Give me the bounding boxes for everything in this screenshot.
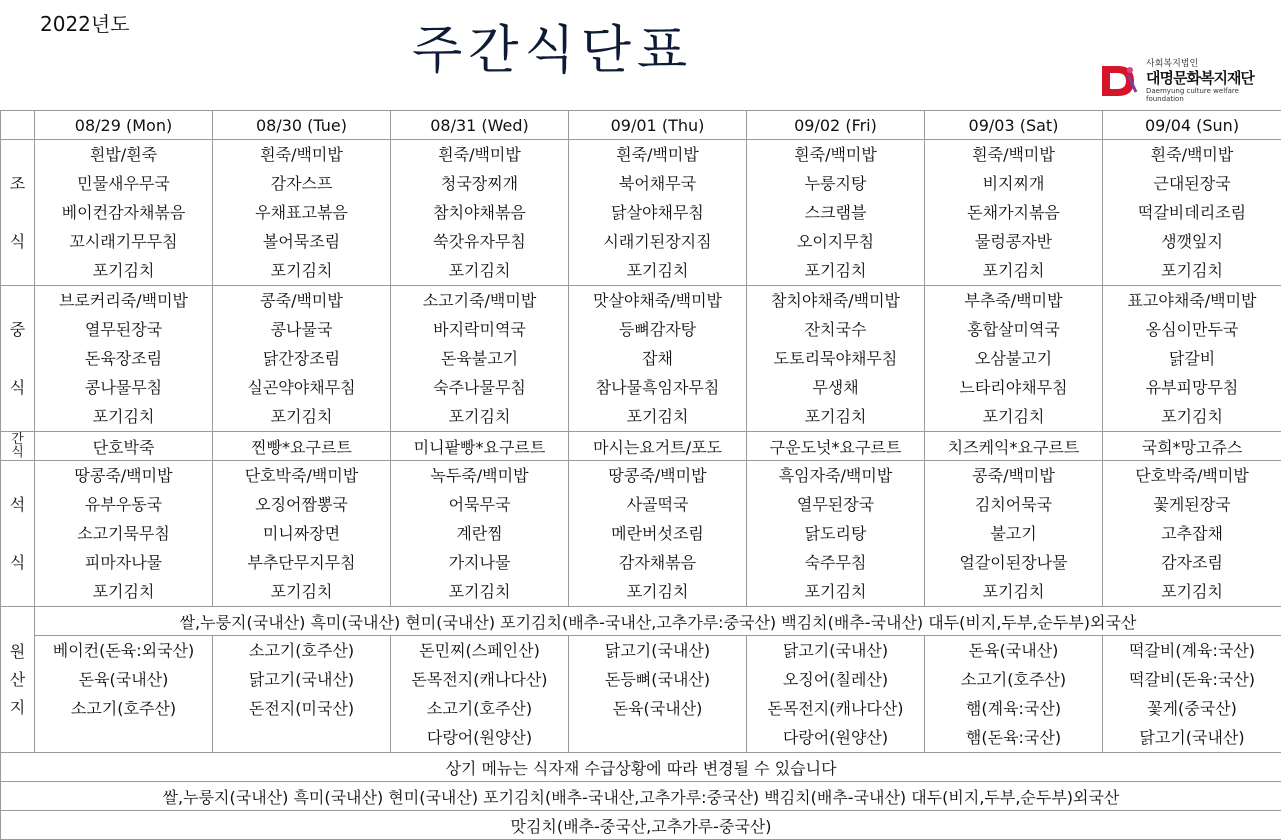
origin-detail-row <box>1 636 1281 753</box>
menu-item: 부추단무지무침 <box>213 548 390 577</box>
origin-item: 햄(돈육:국산) <box>925 723 1102 752</box>
origin-item: 소고기(호주산) <box>925 665 1102 694</box>
origin-item: 닭고기(국내산) <box>569 636 746 665</box>
day-header: 09/04 (Sun) <box>1103 111 1281 140</box>
meal-label-char: 중 <box>1 301 34 359</box>
menu-item: 떡갈비데리조림 <box>1103 198 1281 227</box>
menu-item: 잔치국수 <box>747 315 924 344</box>
meal-label-char: 식 <box>1 446 34 459</box>
origin-label-char: 원 <box>1 638 34 666</box>
origin-item: 다랑어(원양산) <box>391 723 568 752</box>
menu-item: 콩나물국 <box>213 315 390 344</box>
menu-item: 맛살야채죽/백미밥 <box>569 286 746 315</box>
menu-item: 소고기묵무침 <box>35 519 212 548</box>
menu-item: 포기김치 <box>391 402 568 431</box>
footer-origin-common: 쌀,누룽지(국내산) 흑미(국내산) 현미(국내산) 포기김치(배추-국내산,고추가루:중국산) 백김치(배추-국내산) 대두(비지,두부,순두부)외국산 <box>1 782 1281 811</box>
dinner-day-cell <box>1103 461 1281 607</box>
menu-item: 포기김치 <box>1103 577 1281 606</box>
menu-item: 포기김치 <box>391 256 568 285</box>
menu-item: 콩죽/백미밥 <box>925 461 1102 490</box>
day-header: 08/29 (Mon) <box>35 111 213 140</box>
menu-item: 미니짜장면 <box>213 519 390 548</box>
dinner-label <box>1 461 35 607</box>
menu-item: 옹심이만두국 <box>1103 315 1281 344</box>
origin-item <box>35 723 212 752</box>
menu-item: 포기김치 <box>925 256 1102 285</box>
menu-item: 포기김치 <box>569 402 746 431</box>
footer-notice: 상기 메뉴는 식자재 수급상황에 따라 변경될 수 있습니다 <box>1 753 1281 782</box>
breakfast-day-cell <box>391 140 569 286</box>
menu-item: 흰죽/백미밥 <box>747 140 924 169</box>
meal-label-char: 간 <box>1 433 34 446</box>
menu-item: 참나물흑임자무침 <box>569 373 746 402</box>
foundation-logo-icon <box>1098 62 1140 100</box>
menu-item: 소고기죽/백미밥 <box>391 286 568 315</box>
menu-item: 사골떡국 <box>569 490 746 519</box>
menu-item: 오삼불고기 <box>925 344 1102 373</box>
lunch-day-cell <box>213 286 391 432</box>
menu-item: 포기김치 <box>925 577 1102 606</box>
snack-item: 단호박죽 <box>35 432 213 461</box>
snack-item: 국희*망고쥬스 <box>1103 432 1281 461</box>
menu-item: 감자스프 <box>213 169 390 198</box>
menu-item: 흰죽/백미밥 <box>925 140 1102 169</box>
menu-item: 포기김치 <box>213 256 390 285</box>
origin-item: 떡갈비(계육:국산) <box>1103 636 1281 665</box>
lunch-row <box>1 286 1281 432</box>
menu-item: 피마자나물 <box>35 548 212 577</box>
page-header <box>0 0 1281 110</box>
menu-item: 표고야채죽/백미밥 <box>1103 286 1281 315</box>
origin-label-char: 지 <box>1 694 34 722</box>
day-header: 09/03 (Sat) <box>925 111 1103 140</box>
menu-item: 닭간장조림 <box>213 344 390 373</box>
menu-item: 포기김치 <box>213 577 390 606</box>
logo-name: 대명문화복지재단 <box>1146 67 1254 88</box>
menu-item: 홍합살미역국 <box>925 315 1102 344</box>
menu-item: 포기김치 <box>35 256 212 285</box>
origin-item: 떡갈비(돈육:국산) <box>1103 665 1281 694</box>
breakfast-day-cell <box>569 140 747 286</box>
menu-item: 불고기 <box>925 519 1102 548</box>
menu-item: 흰죽/백미밥 <box>213 140 390 169</box>
menu-item: 돈육불고기 <box>391 344 568 373</box>
lunch-label <box>1 286 35 432</box>
origin-item: 닭고기(국내산) <box>1103 723 1281 752</box>
footer-row <box>1 811 1281 840</box>
origin-common: 쌀,누룽지(국내산) 흑미(국내산) 현미(국내산) 포기김치(배추-국내산,고추가루:중국산) 백김치(배추-국내산) 대두(비지,두부,순두부)외국산 <box>35 607 1281 636</box>
menu-item: 생깻잎지 <box>1103 227 1281 256</box>
menu-item: 오이지무침 <box>747 227 924 256</box>
origin-item: 돈등뼈(국내산) <box>569 665 746 694</box>
breakfast-day-cell <box>925 140 1103 286</box>
snack-item: 마시는요거트/포도 <box>569 432 747 461</box>
origin-item: 돈목전지(캐나다산) <box>391 665 568 694</box>
origin-item: 소고기(호주산) <box>213 636 390 665</box>
origin-item: 닭고기(국내산) <box>213 665 390 694</box>
menu-item: 브로커리죽/백미밥 <box>35 286 212 315</box>
menu-item: 단호박죽/백미밥 <box>213 461 390 490</box>
day-header: 09/02 (Fri) <box>747 111 925 140</box>
menu-item: 스크램블 <box>747 198 924 227</box>
origin-item: 햄(계육:국산) <box>925 694 1102 723</box>
menu-item: 돈채가지볶음 <box>925 198 1102 227</box>
page-title: 주간식단표 <box>412 8 693 83</box>
menu-item: 땅콩죽/백미밥 <box>35 461 212 490</box>
menu-item: 무생채 <box>747 373 924 402</box>
origin-item: 돈육(국내산) <box>35 665 212 694</box>
origin-item: 다랑어(원양산) <box>747 723 924 752</box>
menu-item: 부추죽/백미밥 <box>925 286 1102 315</box>
menu-item: 오징어짬뽕국 <box>213 490 390 519</box>
origin-common-row <box>1 607 1281 636</box>
meal-label-char: 석 <box>1 476 34 534</box>
footer-row <box>1 782 1281 811</box>
origin-item: 소고기(호주산) <box>391 694 568 723</box>
menu-item: 가지나물 <box>391 548 568 577</box>
logo-english: Daemyung culture welfare foundation <box>1146 87 1278 103</box>
origin-item: 소고기(호주산) <box>35 694 212 723</box>
origin-day-cell <box>747 636 925 753</box>
origin-day-cell <box>213 636 391 753</box>
menu-item: 유부우동국 <box>35 490 212 519</box>
menu-item: 단호박죽/백미밥 <box>1103 461 1281 490</box>
origin-item: 돈목전지(캐나다산) <box>747 694 924 723</box>
date-header-row <box>1 111 1281 140</box>
menu-item: 참치야채볶음 <box>391 198 568 227</box>
snack-item: 미니팥빵*요구르트 <box>391 432 569 461</box>
menu-item: 포기김치 <box>35 402 212 431</box>
lunch-day-cell <box>1103 286 1281 432</box>
menu-item: 도토리묵야채무침 <box>747 344 924 373</box>
menu-item: 포기김치 <box>1103 402 1281 431</box>
snack-item: 찐빵*요구르트 <box>213 432 391 461</box>
menu-item: 닭도리탕 <box>747 519 924 548</box>
origin-item: 오징어(칠레산) <box>747 665 924 694</box>
menu-item: 김치어묵국 <box>925 490 1102 519</box>
lunch-day-cell <box>569 286 747 432</box>
day-header: 09/01 (Thu) <box>569 111 747 140</box>
menu-item: 북어채무국 <box>569 169 746 198</box>
breakfast-label <box>1 140 35 286</box>
menu-item: 열무된장국 <box>747 490 924 519</box>
breakfast-day-cell <box>35 140 213 286</box>
day-header: 08/31 (Wed) <box>391 111 569 140</box>
breakfast-row <box>1 140 1281 286</box>
menu-item: 닭갈비 <box>1103 344 1281 373</box>
snack-item: 치즈케익*요구르트 <box>925 432 1103 461</box>
dinner-day-cell <box>213 461 391 607</box>
breakfast-day-cell <box>213 140 391 286</box>
meal-label-char: 식 <box>1 359 34 417</box>
menu-item: 비지찌개 <box>925 169 1102 198</box>
menu-item: 쑥갓유자무침 <box>391 227 568 256</box>
lunch-day-cell <box>35 286 213 432</box>
menu-item: 땅콩죽/백미밥 <box>569 461 746 490</box>
menu-item: 꽃게된장국 <box>1103 490 1281 519</box>
origin-item <box>213 723 390 752</box>
meal-label-char: 식 <box>1 534 34 592</box>
menu-item: 계란찜 <box>391 519 568 548</box>
menu-item: 포기김치 <box>747 402 924 431</box>
menu-item: 흰죽/백미밥 <box>1103 140 1281 169</box>
menu-item: 포기김치 <box>925 402 1102 431</box>
lunch-day-cell <box>391 286 569 432</box>
origin-item: 돈육(국내산) <box>925 636 1102 665</box>
menu-item: 흰밥/흰죽 <box>35 140 212 169</box>
menu-item: 포기김치 <box>213 402 390 431</box>
snack-label <box>1 432 35 461</box>
menu-item: 녹두죽/백미밥 <box>391 461 568 490</box>
menu-item: 우채표고볶음 <box>213 198 390 227</box>
menu-item: 포기김치 <box>1103 256 1281 285</box>
foundation-logo <box>1098 56 1278 104</box>
footer-row <box>1 753 1281 782</box>
menu-item: 등뼈감자탕 <box>569 315 746 344</box>
dinner-day-cell <box>925 461 1103 607</box>
origin-day-cell <box>1103 636 1281 753</box>
menu-item: 실곤약야채무침 <box>213 373 390 402</box>
day-header: 08/30 (Tue) <box>213 111 391 140</box>
menu-item: 돈육장조림 <box>35 344 212 373</box>
menu-item: 메란버섯조림 <box>569 519 746 548</box>
lunch-day-cell <box>747 286 925 432</box>
menu-item: 열무된장국 <box>35 315 212 344</box>
origin-item: 베이컨(돈육:외국산) <box>35 636 212 665</box>
menu-item: 콩나물무침 <box>35 373 212 402</box>
menu-item: 흑임자죽/백미밥 <box>747 461 924 490</box>
menu-item: 고추잡채 <box>1103 519 1281 548</box>
origin-item: 돈육(국내산) <box>569 694 746 723</box>
origin-label-char: 산 <box>1 666 34 694</box>
menu-item: 유부피망무침 <box>1103 373 1281 402</box>
menu-item: 잡채 <box>569 344 746 373</box>
menu-item: 흰죽/백미밥 <box>391 140 568 169</box>
menu-item: 베이컨감자채볶음 <box>35 198 212 227</box>
snack-row <box>1 432 1281 461</box>
origin-day-cell <box>925 636 1103 753</box>
menu-item: 포기김치 <box>35 577 212 606</box>
corner-cell <box>1 111 35 140</box>
year-label: 2022년도 <box>40 8 130 37</box>
dinner-day-cell <box>747 461 925 607</box>
origin-day-cell <box>391 636 569 753</box>
menu-item: 콩죽/백미밥 <box>213 286 390 315</box>
snack-item: 구운도넛*요구르트 <box>747 432 925 461</box>
menu-item: 숙주무침 <box>747 548 924 577</box>
menu-item: 누룽지탕 <box>747 169 924 198</box>
origin-day-cell <box>35 636 213 753</box>
menu-item: 물렁콩자반 <box>925 227 1102 256</box>
dinner-day-cell <box>391 461 569 607</box>
menu-item: 숙주나물무침 <box>391 373 568 402</box>
menu-item: 참치야채죽/백미밥 <box>747 286 924 315</box>
menu-item: 닭살야채무침 <box>569 198 746 227</box>
dinner-day-cell <box>35 461 213 607</box>
lunch-day-cell <box>925 286 1103 432</box>
menu-item: 흰죽/백미밥 <box>569 140 746 169</box>
meal-label-char: 식 <box>1 213 34 271</box>
menu-item: 청국장찌개 <box>391 169 568 198</box>
origin-item: 돈전지(미국산) <box>213 694 390 723</box>
menu-item: 포기김치 <box>747 256 924 285</box>
breakfast-day-cell <box>747 140 925 286</box>
menu-item: 포기김치 <box>391 577 568 606</box>
origin-item: 돈민찌(스페인산) <box>391 636 568 665</box>
menu-item: 꼬시래기무무침 <box>35 227 212 256</box>
dinner-day-cell <box>569 461 747 607</box>
menu-item: 감자조림 <box>1103 548 1281 577</box>
menu-item: 포기김치 <box>747 577 924 606</box>
menu-item: 민물새우무국 <box>35 169 212 198</box>
menu-item: 볼어묵조림 <box>213 227 390 256</box>
origin-day-cell <box>569 636 747 753</box>
menu-item: 감자채볶음 <box>569 548 746 577</box>
menu-item: 느타리야채무침 <box>925 373 1102 402</box>
menu-item: 얼갈이된장나물 <box>925 548 1102 577</box>
menu-item: 포기김치 <box>569 256 746 285</box>
menu-item: 시래기된장지짐 <box>569 227 746 256</box>
menu-item: 바지락미역국 <box>391 315 568 344</box>
menu-item: 어묵무국 <box>391 490 568 519</box>
menu-item: 포기김치 <box>569 577 746 606</box>
origin-item: 꽃게(중국산) <box>1103 694 1281 723</box>
breakfast-day-cell <box>1103 140 1281 286</box>
footer-matkimchi: 맛김치(배추-중국산,고추가루-중국산) <box>1 811 1281 840</box>
origin-item: 닭고기(국내산) <box>747 636 924 665</box>
menu-item: 근대된장국 <box>1103 169 1281 198</box>
dinner-row <box>1 461 1281 607</box>
meal-label-char: 조 <box>1 155 34 213</box>
weekly-menu-table <box>0 110 1281 840</box>
logo-small-text: 사회복지법인 <box>1146 56 1198 69</box>
origin-label <box>1 607 35 753</box>
origin-item <box>569 723 746 752</box>
